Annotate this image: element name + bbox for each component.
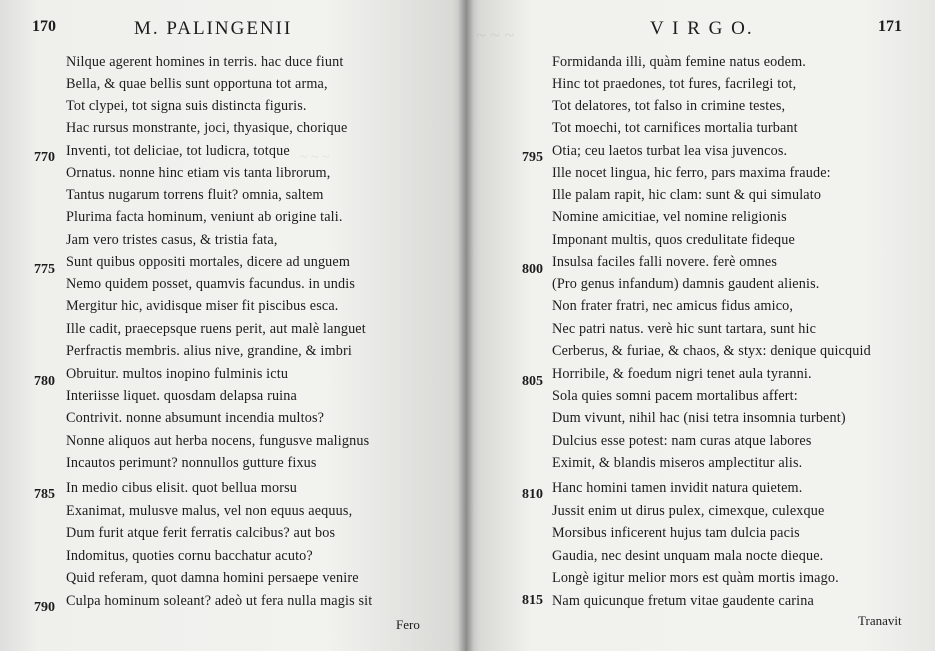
right-page-header: [466, 18, 935, 44]
verse-line: Indomitus, quoties cornu bacchatur acuto?: [66, 548, 313, 564]
verse-line: Nemo quidem posset, quamvis facundus. in undis: [66, 276, 356, 292]
verse-line: Mergitur hic, avidisque miser fit piscibus esca.: [66, 298, 339, 314]
line-number-mark: 780: [34, 374, 55, 389]
line-number-mark: 770: [34, 150, 55, 165]
verse-line: Gaudia, nec desint unquam mala nocte dieque.: [552, 548, 824, 564]
line-number-mark: 800: [522, 262, 543, 277]
verse-line: Longè igitur melior mors est quàm mortis imago.: [552, 570, 839, 586]
verse-line: Interiisse liquet. quosdam delapsa ruina: [66, 388, 297, 404]
verse-line: Ornatus. nonne hinc etiam vis tanta librorum,: [66, 165, 331, 181]
right-catchword: Tranavit: [858, 613, 902, 628]
verse-line: Horribile, & foedum nigri tenet aula tyranni.: [552, 366, 812, 382]
verse-line: Bella, & quae bellis sunt opportuna tot arma,: [66, 76, 328, 92]
verse-line: Nonne aliquos aut herba nocens, fungusve malignus: [66, 433, 370, 449]
verse-line: Imponant multis, quos credulitate fideque: [552, 232, 795, 248]
right-page-number: 171: [878, 18, 902, 35]
verse-line: Sunt quibus oppositi mortales, dicere ad unguem: [66, 254, 351, 270]
line-number-mark: 815: [522, 593, 543, 608]
verse-line: Tot clypei, tot signa suis distincta figuris.: [66, 98, 307, 114]
verse-line: Perfractis membris. alius nive, grandine, & imbri: [66, 343, 352, 359]
verse-line: Dulcius esse potest: nam curas atque labores: [552, 433, 812, 449]
line-number-mark: 790: [34, 600, 55, 615]
verse-line: Jussit enim ut dirus pulex, cimexque, culexque: [552, 503, 825, 519]
verse-line: (Pro genus infandum) damnis gaudent alienis.: [552, 276, 820, 292]
verse-line: Contrivit. nonne absumunt incendia multos?: [66, 410, 325, 426]
verse-line: Cerberus, & furiae, & chaos, & styx: denique quicquid: [552, 343, 871, 359]
verse-line: Plurima facta hominum, veniunt ab origine tali.: [66, 209, 343, 225]
left-page-header: [0, 18, 466, 44]
line-number-mark: 775: [34, 262, 55, 277]
verse-line: Nilque agerent homines in terris. hac duce fiunt: [66, 54, 344, 70]
verse-line: Eximit, & blandis miseros amplectitur alis.: [552, 455, 803, 471]
line-number-mark: 795: [522, 150, 543, 165]
verse-line: Sola quies somni pacem mortalibus affert:: [552, 388, 798, 404]
line-number-mark: 805: [522, 374, 543, 389]
left-page-number: 170: [32, 18, 56, 35]
verse-line: Ille palam rapit, hic clam: sunt & qui simulato: [552, 187, 822, 203]
left-catchword: Fero: [396, 617, 420, 632]
verse-line: Exanimat, mulusve malus, vel non equus aequus,: [66, 503, 353, 519]
verse-line: Tantus nugarum torrens fluit? omnia, saltem: [66, 187, 324, 203]
verse-line: Formidanda illi, quàm femine natus eodem.: [552, 54, 806, 70]
show-through-text: ~ ~ ~: [476, 25, 515, 45]
line-number-mark: 785: [34, 487, 55, 502]
right-page: [466, 0, 935, 651]
verse-line: Ille cadit, praecepsque ruens perit, aut malè languet: [66, 321, 366, 337]
verse-line: Nomine amicitiae, vel nomine religionis: [552, 209, 787, 225]
verse-line: Nec patri natus. verè hic sunt tartara, sunt hic: [552, 321, 817, 337]
line-number-mark: 810: [522, 487, 543, 502]
verse-line: Jam vero tristes casus, & tristia fata,: [66, 232, 278, 248]
verse-line: Hac rursus monstrante, joci, thyasique, chorique: [66, 120, 348, 136]
verse-line: Tot delatores, tot falso in crimine testes,: [552, 98, 786, 114]
verse-line: Morsibus inficerent hujus tam dulcia pacis: [552, 525, 800, 541]
left-page: [0, 0, 466, 651]
verse-line: Hanc homini tamen invidit natura quietem.: [552, 480, 803, 496]
verse-line: Inventi, tot deliciae, tot ludicra, totque: [66, 143, 290, 159]
verse-line: Otia; ceu laetos turbat lea visa juvencos.: [552, 143, 788, 159]
verse-line: In medio cibus elisit. quot bellua morsu: [66, 480, 297, 496]
show-through-text: ~ ~ ~: [300, 150, 330, 165]
verse-line: Dum furit atque ferit ferratis calcibus? aut bos: [66, 525, 336, 541]
verse-line: Tot moechi, tot carnifices mortalia turbant: [552, 120, 798, 136]
verse-line: Ille nocet lingua, hic ferro, pars maxima fraude:: [552, 165, 831, 181]
verse-line: Insulsa faciles falli novere. ferè omnes: [552, 254, 778, 270]
verse-line: Incautos perimunt? nonnullos gutture fixus: [66, 455, 317, 471]
verse-line: Quid referam, quot damna homini persaepe venire: [66, 570, 359, 586]
verse-line: Obruitur. multos inopino fulminis ictu: [66, 366, 289, 382]
right-running-head: V I R G O.: [650, 18, 754, 39]
verse-line: Hinc tot praedones, tot fures, facrilegi tot,: [552, 76, 797, 92]
verse-line: Nam quicunque fretum vitae gaudente carina: [552, 593, 814, 609]
verse-line: Non frater fratri, nec amicus fidus amico,: [552, 298, 794, 314]
left-running-head: M. PALINGENII: [134, 18, 293, 39]
book-gutter: [458, 0, 474, 651]
verse-line: Dum vivunt, nihil hac (nisi tetra insomnia turbent): [552, 410, 846, 426]
verse-line: Culpa hominum soleant? adeò ut fera nulla magis sit: [66, 593, 373, 609]
